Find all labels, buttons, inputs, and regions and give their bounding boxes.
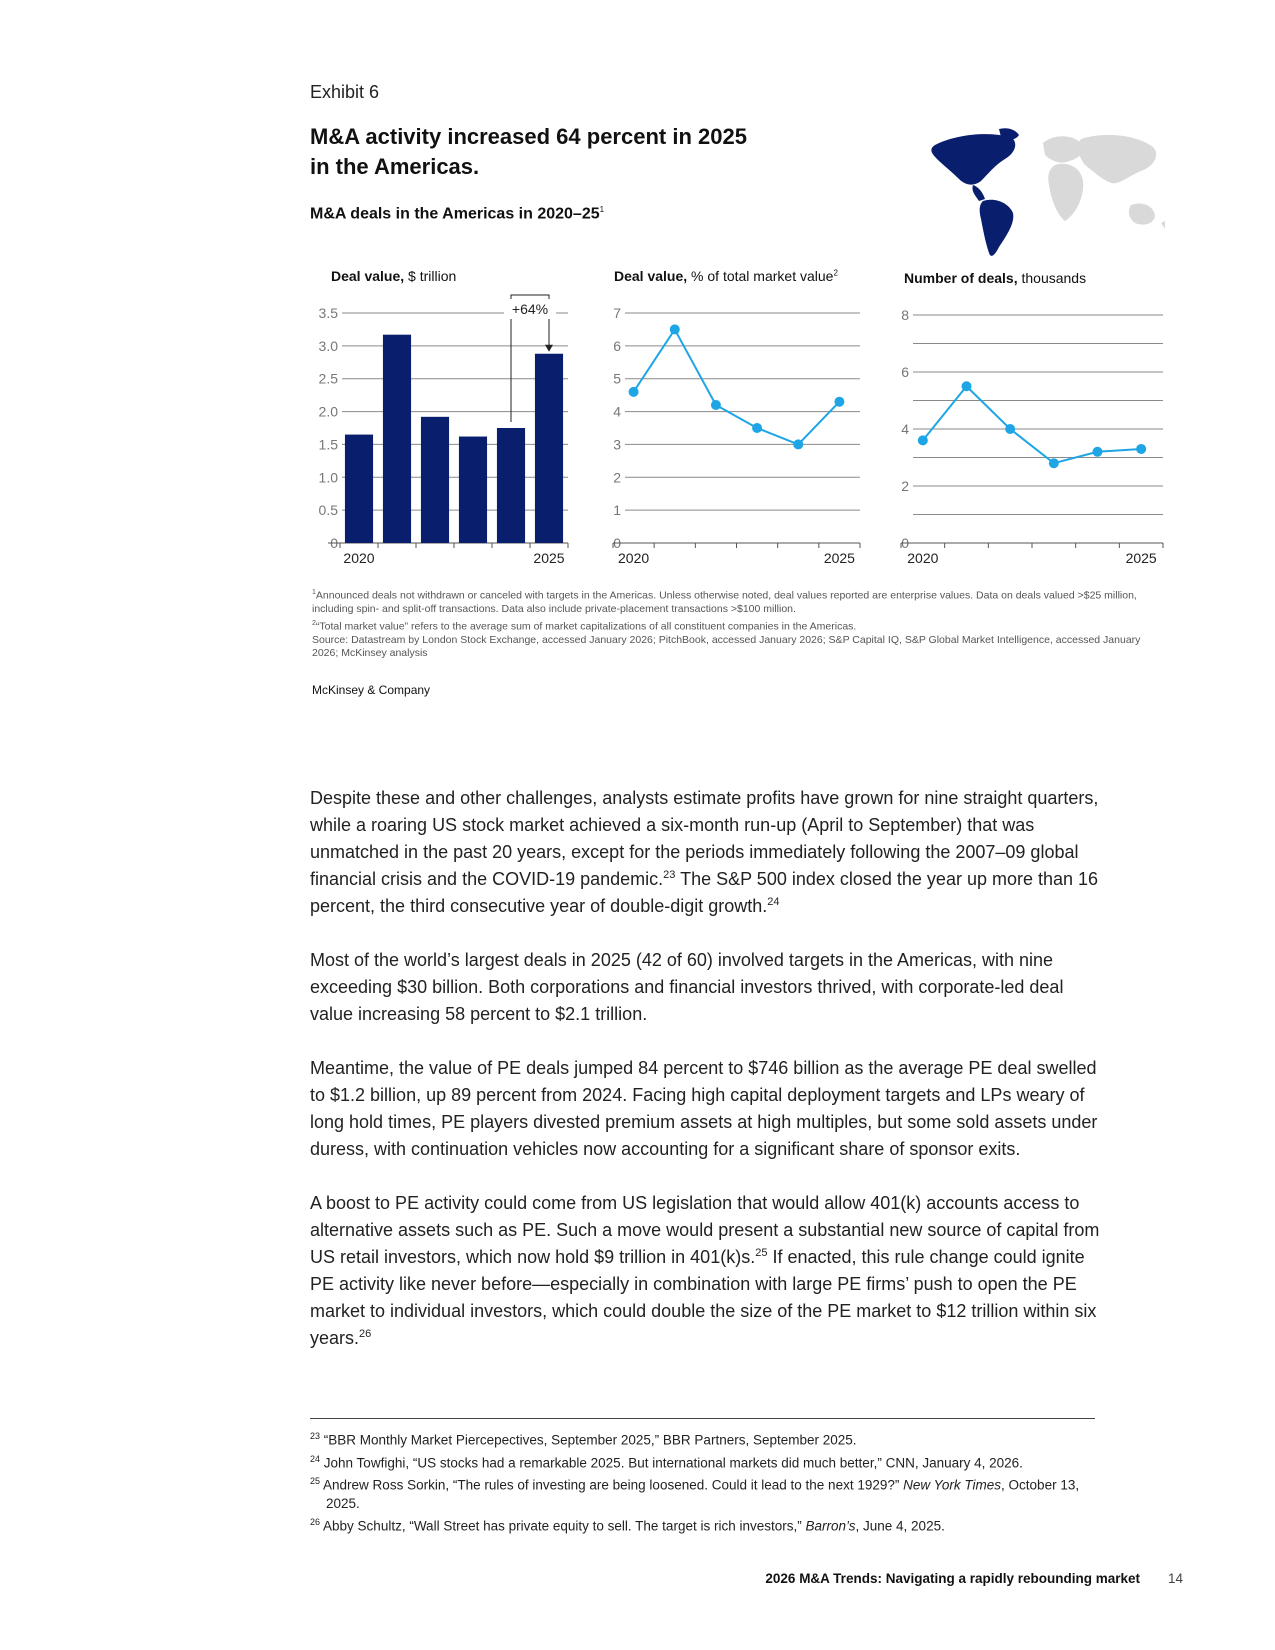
bar-2021 [383, 335, 411, 543]
source-note: Source: Datastream by London Stock Exchange, accessed January 2026; PitchBook, accessed January 2026; S&P Capital IQ, S&P Global Market Intelligence, accessed January 2026; McKinsey analysis [312, 633, 1141, 659]
deal-value-bar-chart [300, 285, 580, 575]
map-americas-highlight [931, 128, 1019, 256]
footnote-26-text-a: Abby Schultz, “Wall Street has private equity to sell. The target is rich investors,” [323, 1518, 806, 1533]
exhibit-subtitle-note: 1 [599, 205, 605, 214]
footnote-25-text-a: Andrew Ross Sorkin, “The rules of investing are being loosened. Could it lead to the next 1929?” [323, 1477, 904, 1493]
y-tick-label: 7 [613, 305, 621, 321]
exhibit-subtitle [310, 205, 604, 223]
body-p4-a: A boost to PE activity could come from US legislation that would allow 401(k) accounts access to alternative assets such as PE. Such a move would present a substantial new source of capital from US retail investors, which now hold $9 trillion in 401(k)s. [310, 1193, 1100, 1267]
point-2025 [1136, 444, 1146, 454]
chart1-title [331, 268, 456, 284]
body-paragraph-4 [310, 1190, 1100, 1352]
footnote-24 [310, 1450, 1100, 1473]
series-line [923, 386, 1141, 463]
body-p1-a: Despite these and other challenges, analysts estimate profits have grown for nine straight quarters, while a roaring US stock market achieved a six-month run-up (April to September) that was unmatched in the past 20 years, except for the periods immediately following the 2007–09 global financial crisis and the COVID-19 pandemic. [310, 788, 1099, 889]
y-tick-label: 0 [901, 535, 909, 551]
point-2020 [629, 387, 639, 397]
y-tick-label: 1.0 [318, 469, 338, 486]
footnote-25 [310, 1472, 1100, 1513]
footnote-ref-26[interactable]: 26 [359, 1328, 372, 1340]
footnote-ref-24[interactable]: 24 [767, 896, 780, 908]
point-2023 [1049, 458, 1059, 468]
y-tick-label: 8 [901, 307, 909, 323]
x-tick-label-last: 2025 [1125, 550, 1157, 566]
exhibit-label: Exhibit 6 [310, 82, 380, 102]
footnote-26-text-b: , June 4, 2025. [855, 1518, 945, 1533]
footer-report-title: 2026 M&A Trends: Navigating a rapidly rebounding market [765, 1571, 1140, 1586]
bar-2020 [345, 435, 373, 543]
point-2022 [1005, 424, 1015, 434]
y-tick-label: 2.0 [318, 403, 338, 420]
x-tick-label-first: 2020 [343, 550, 375, 566]
footnote-23 [310, 1427, 1100, 1450]
note-2-text: “Total market value” refers to the average sum of market capitalizations of all constituent companies in the Americas. [315, 620, 857, 632]
number-of-deals-line-chart [885, 285, 1165, 575]
x-tick-label-first: 2020 [618, 550, 650, 566]
body-text [310, 785, 1100, 1379]
chart1-title-bold: Deal value, [331, 268, 405, 284]
chart2-title-unit: % of total market value [691, 268, 834, 284]
chart2-title [614, 268, 838, 284]
point-2020 [918, 435, 928, 445]
body-paragraph-1 [310, 785, 1100, 920]
footnote-24-num: 24 [310, 1453, 321, 1464]
y-tick-label: 0 [330, 535, 338, 551]
y-tick-label: 2 [901, 478, 909, 494]
x-tick-label-last: 2025 [823, 550, 855, 566]
footnote-23-text: “BBR Monthly Market Piercepectives, September 2025,” BBR Partners, September 2025. [323, 1432, 857, 1448]
chart1-title-unit: $ trillion [408, 268, 457, 284]
y-tick-label: 6 [901, 364, 909, 380]
growth-label: +64% [511, 301, 549, 317]
body-p1-b: The S&P 500 index closed the year up more than 16 percent, the third consecutive year of double-digit growth. [310, 869, 1099, 916]
x-tick-label-last: 2025 [533, 550, 565, 566]
footnote-25-text-b: , October 13, 2025. [326, 1477, 1080, 1511]
point-2023 [752, 423, 762, 433]
bar-2025 [535, 354, 563, 543]
growth-arrowhead [545, 345, 553, 352]
y-tick-label: 2.5 [318, 370, 338, 387]
point-2025 [834, 397, 844, 407]
y-tick-label: 4 [613, 403, 621, 420]
footnote-26-num: 26 [310, 1516, 321, 1527]
y-tick-label: 3.5 [318, 305, 338, 321]
bar-2024 [497, 428, 525, 543]
note-1 [312, 586, 1152, 617]
point-2024 [1093, 447, 1103, 457]
note-1-text: Announced deals not withdrawn or canceled with targets in the Americas. Unless otherwise noted, deal values reported are enterprise values. Data on deals valued >$25 million, including spin- and split-off transactions. Data also include private-placement transactions >$100 million. [312, 589, 1137, 615]
footnote-ref-25[interactable]: 25 [755, 1247, 768, 1259]
y-tick-label: 0 [613, 535, 621, 551]
chart2-title-bold: Deal value, [614, 268, 688, 284]
chart2-title-note: 2 [833, 268, 838, 278]
point-2021 [670, 324, 680, 334]
y-tick-label: 3.0 [318, 337, 338, 354]
note-1-mark: 1 [312, 589, 316, 596]
deal-value-pct-line-chart [595, 285, 870, 575]
body-paragraph-3: Meantime, the value of PE deals jumped 84 percent to $746 billion as the average PE deal swelled to $1.2 billion, up 89 percent from 2024. Facing high capital deployment targets and LPs weary of long hold times, PE players divested premium assets at high multiples, but some sold assets under duress, with continuation vehicles now accounting for a significant share of sponsor exits. [310, 1058, 1098, 1159]
y-tick-label: 3 [613, 436, 621, 453]
bar-2023 [459, 437, 487, 543]
x-tick-label-first: 2020 [907, 550, 939, 566]
americas-map-icon [915, 125, 1165, 260]
footnote-ref-23[interactable]: 23 [663, 869, 676, 881]
footnotes [310, 1427, 1100, 1535]
y-tick-label: 0.5 [318, 502, 338, 519]
footnote-25-publication: New York Times [903, 1477, 1002, 1493]
map-rest-of-world [1043, 135, 1165, 229]
footnote-25-num: 25 [310, 1476, 321, 1486]
exhibit-subtitle-text: M&A deals in the Americas in 2020–25 [310, 205, 600, 223]
footnote-divider [310, 1418, 1095, 1419]
point-2024 [793, 439, 803, 449]
y-tick-label: 4 [901, 421, 909, 437]
footnote-26-publication: Barron’s [805, 1518, 856, 1533]
y-tick-label: 1.5 [318, 436, 338, 453]
chart3-title-bold: Number of deals, [904, 270, 1018, 286]
point-2022 [711, 400, 721, 410]
brand-label: McKinsey & Company [312, 683, 431, 697]
body-p4-b: If enacted, this rule change could ignite PE activity like never before—especially in combination with large PE firms’ push to open the PE market to individual investors, which could double the size of the PE market to $12 trillion within six years. [310, 1247, 1097, 1348]
y-tick-label: 2 [613, 469, 621, 486]
y-tick-label: 1 [613, 502, 621, 519]
chart3-title-unit: thousands [1021, 270, 1087, 286]
chart-notes [312, 586, 1152, 661]
y-tick-label: 5 [613, 370, 621, 387]
chart3-title [904, 270, 1086, 286]
series-line [634, 329, 840, 444]
y-tick-label: 6 [613, 337, 621, 354]
page-number: 14 [1168, 1571, 1184, 1586]
footnote-26 [310, 1513, 1100, 1536]
point-2021 [962, 381, 972, 391]
body-paragraph-2: Most of the world’s largest deals in 2025 (42 of 60) involved targets in the Americas, with nine exceeding $30 billion. Both corporations and financial investors thrived, with corporate-led deal value increasing 58 percent to $2.1 trillion. [310, 950, 1064, 1024]
note-2 [312, 617, 1152, 634]
exhibit-title: M&A activity increased 64 percent in 2025 in the Americas. [310, 124, 747, 179]
footnote-23-num: 23 [310, 1431, 321, 1441]
note-2-mark: 2 [312, 619, 316, 627]
bar-2022 [421, 417, 449, 543]
footnote-24-text: John Towfighi, “US stocks had a remarkable 2025. But international markets did much better,” CNN, January 4, 2026. [323, 1455, 1023, 1470]
